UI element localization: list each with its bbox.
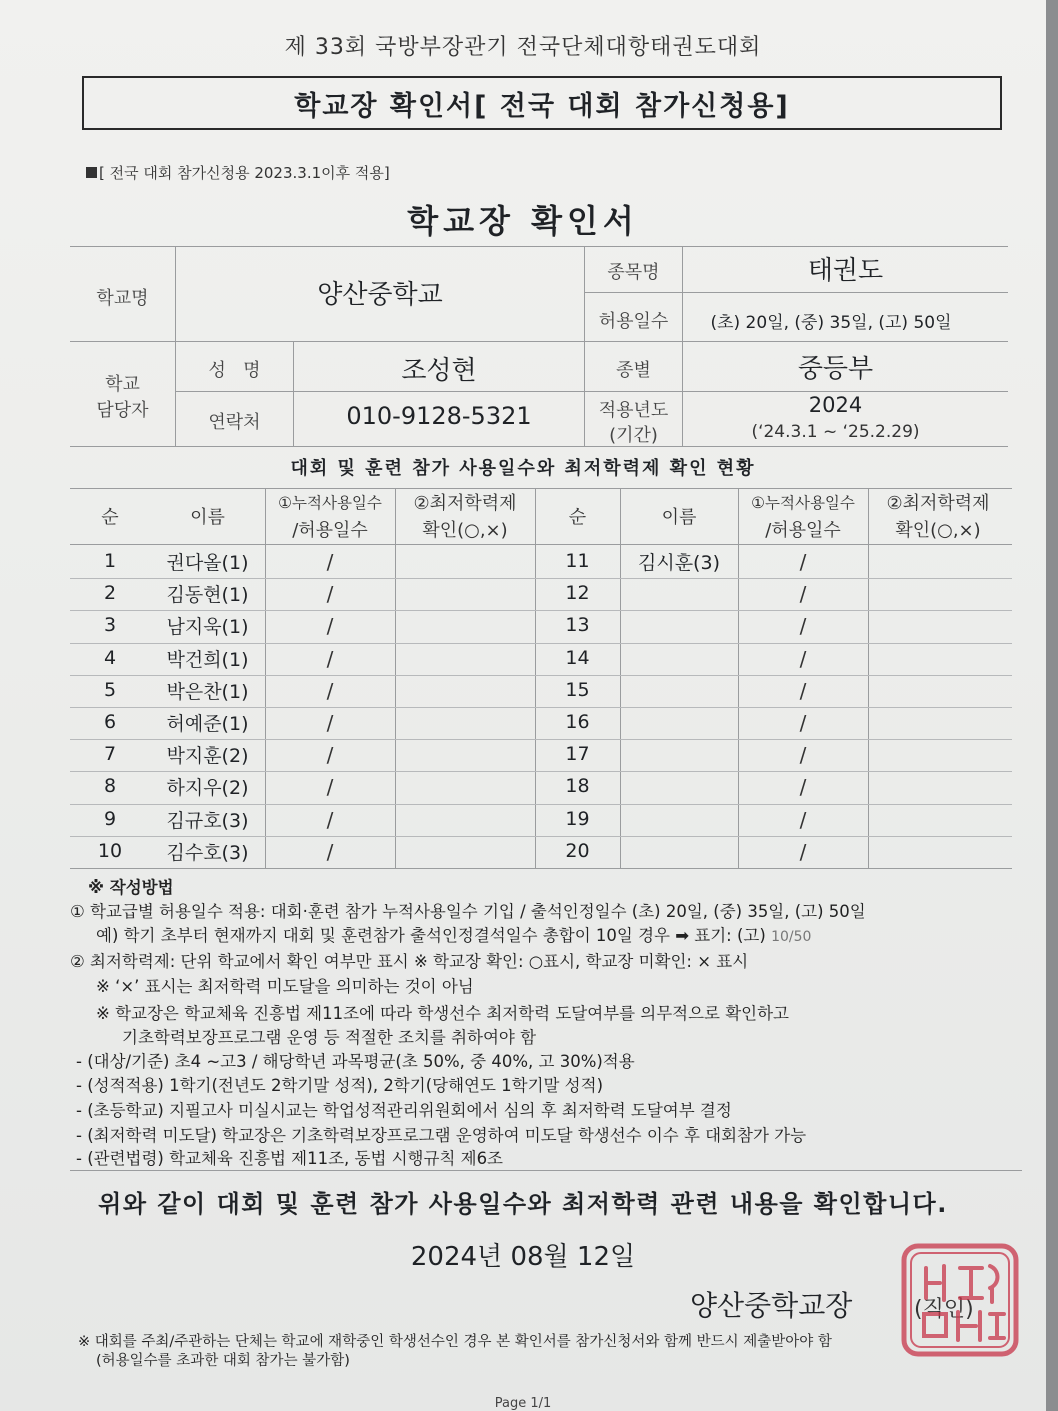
days-slash: /: [799, 807, 807, 832]
instruction-line-2: [96, 922, 811, 946]
days-slash: /: [326, 582, 334, 607]
contact-label: 연락처: [208, 412, 261, 433]
instruction-example-value: 10/50: [771, 929, 812, 945]
col-header-days-right-2: /허용일수: [765, 520, 841, 541]
col-header-name-right: 이름: [661, 507, 697, 528]
col-header-no-left: 순: [101, 507, 119, 528]
status-section-title: 대회 및 훈련 참가 사용일수와 최저학력제 확인 현황: [290, 458, 756, 479]
allow-days-value: (초) 20일, (중) 35일, (고) 50일: [710, 313, 952, 333]
athlete-name: 박은찬(1): [166, 680, 249, 703]
athlete-name: 권다올(1): [166, 552, 249, 574]
athlete-name: 김동현(1): [166, 584, 249, 607]
days-slash: /: [326, 550, 334, 574]
athlete-name: 박건희(1): [166, 648, 249, 671]
row-number: 18: [565, 775, 590, 798]
instruction-line-3: ② 최저학력제: 단위 학교에서 확인 여부만 표시 ※ 학교장 확인: ○표시, 학교장 미확인: × 표시: [70, 952, 749, 971]
row-number: 13: [565, 614, 590, 637]
instruction-line-8: - (성적적용) 1학기(전년도 2학기말 성적), 2학기(당해연도 1학기말 성적): [76, 1076, 604, 1095]
instruction-line-9: - (초등학교) 지필고사 미실시교는 학업성적관리위원회에서 심의 후 최저학력 도달여부 결정: [76, 1101, 732, 1120]
instructions-heading: ※ 작성방법: [88, 878, 174, 897]
col-header-days-left-1: ①누적사용일수: [278, 494, 382, 512]
instruction-line-1: ① 학교급별 허용일수 적용: 대회·훈련 참가 누적사용일수 기입 / 출석인정일수 (초) 20일, (중) 35일, (고) 50일: [70, 902, 866, 921]
applicability-note: [86, 162, 390, 183]
days-slash: /: [799, 743, 807, 768]
page-number: Page 1/1: [494, 1396, 552, 1411]
col-header-min-left-2: 확인(○,×): [422, 520, 508, 541]
row-number: 4: [103, 646, 117, 669]
issue-date: 2024년 08월 12일: [410, 1242, 636, 1272]
contact-value: 010-9128-5321: [346, 402, 532, 430]
year-value: 2024: [808, 393, 863, 417]
row-number: 6: [103, 711, 117, 733]
allow-days-label: 허용일수: [598, 311, 669, 332]
row-number: 9: [103, 807, 117, 830]
box-title: 학교장 확인서[ 전국 대회 참가신청용]: [82, 76, 1002, 130]
staff-label-line2: 담당자: [96, 400, 149, 421]
competition-title: 제 33회 국방부장관기 전국단체대항태권도대회: [284, 35, 762, 60]
instruction-line-11: - (관련법령) 학교체육 진흥법 제11조, 동법 시행규칙 제6조: [76, 1149, 503, 1168]
row-number: 3: [103, 614, 117, 637]
event-value: 태권도: [807, 256, 884, 286]
athlete-name: 김시훈(3): [638, 552, 720, 574]
row-number: 5: [103, 678, 117, 701]
col-header-min-right-2: 확인(○,×): [895, 520, 981, 541]
days-slash: /: [326, 711, 334, 735]
official-seal-icon: [896, 1238, 1024, 1362]
instruction-line-2-text: 예) 학기 초부터 현재까지 대회 및 훈련참가 출석인정결석일수 총합이 10일 경우 ➡ 표기: (고): [96, 926, 766, 945]
instruction-line-5: ※ 학교장은 학교체육 진흥법 제11조에 따라 학생선수 최저학력 도달여부를 의무적으로 확인하고: [96, 1004, 789, 1023]
row-number: 7: [103, 743, 117, 766]
footnote-line-2: (허용일수를 초과한 대회 참가는 불가함): [96, 1353, 350, 1369]
days-slash: /: [799, 550, 807, 574]
days-slash: /: [326, 614, 334, 639]
year-label-line2: (기간): [609, 425, 658, 446]
name-value: 조성현: [401, 356, 477, 386]
instruction-line-6: 기초학력보장프로그램 운영 등 적절한 조치를 취하여야 함: [122, 1028, 537, 1047]
row-number: 1: [103, 550, 117, 572]
division-label: 종별: [616, 360, 651, 381]
footnote: [78, 1333, 832, 1371]
athlete-name: 허예준(1): [166, 713, 249, 735]
row-number: 8: [103, 775, 117, 798]
athlete-name: 김규호(3): [166, 809, 249, 832]
days-slash: /: [799, 711, 807, 735]
school-value: 양산중학교: [317, 280, 443, 310]
square-bullet-icon: [86, 167, 97, 178]
athlete-name: 박지훈(2): [166, 745, 249, 768]
row-number: 12: [565, 582, 590, 605]
days-slash: /: [326, 678, 334, 703]
col-header-no-right: 순: [568, 507, 587, 528]
col-header-min-left-1: ②최저학력제: [413, 493, 517, 514]
athlete-name: 김수호(3): [166, 841, 249, 864]
division-value: 중등부: [797, 354, 874, 384]
footnote-line-1: ※ 대회를 주최/주관하는 단체는 학교에 재학중인 학생선수인 경우 본 확인서를 참가신청서와 함께 반드시 제출받아야 함: [78, 1334, 832, 1350]
col-header-days-right-1: ①누적사용일수: [751, 494, 855, 512]
days-slash: /: [799, 614, 807, 639]
document-title: 학교장 확인서: [407, 202, 639, 240]
row-number: 16: [565, 711, 590, 733]
confirmation-statement: 위와 같이 대회 및 훈련 참가 사용일수와 최저학력 관련 내용을 확인합니다.: [98, 1190, 948, 1218]
row-number: 2: [103, 582, 117, 605]
col-header-min-right-1: ②최저학력제: [886, 493, 990, 514]
days-slash: /: [799, 582, 807, 607]
days-slash: /: [326, 646, 334, 671]
days-slash: /: [799, 775, 807, 800]
applicability-text: [ 전국 대회 참가신청용 2023.3.1이후 적용]: [99, 164, 390, 182]
row-number: 19: [565, 807, 590, 830]
col-header-days-left-2: /허용일수: [292, 520, 368, 541]
instruction-line-4: ※ ‘×’ 표시는 최저학력 미도달을 의미하는 것이 아님: [96, 977, 474, 996]
staff-label-line1: 학교: [105, 374, 140, 395]
days-slash: /: [326, 839, 334, 864]
year-label-line1: 적용년도: [598, 400, 669, 421]
days-slash: /: [326, 807, 334, 832]
athlete-name: 남지욱(1): [166, 616, 249, 639]
days-slash: /: [799, 646, 807, 671]
days-slash: /: [799, 678, 807, 703]
col-header-name-left: 이름: [190, 507, 225, 528]
instruction-line-7: - (대상/기준) 초4 ~고3 / 해당학년 과목평균(초 50%, 중 40%, 고 30%)적용: [76, 1052, 635, 1071]
row-number: 15: [565, 678, 590, 701]
principal-signature: 양산중학교장: [690, 1289, 853, 1322]
row-number: 10: [97, 839, 123, 862]
period-value: (‘24.3.1 ~ ‘25.2.29): [751, 422, 920, 442]
name-label: 성 명: [208, 360, 261, 381]
days-slash: /: [326, 775, 334, 800]
row-number: 14: [565, 646, 590, 669]
athlete-name: 하지우(2): [166, 777, 249, 800]
days-slash: /: [326, 743, 334, 768]
seal-placeholder-text: (직인): [914, 1297, 974, 1322]
row-number: 20: [565, 839, 590, 862]
school-label: 학교명: [96, 288, 149, 309]
row-number: 11: [565, 550, 590, 572]
event-label: 종목명: [607, 262, 660, 283]
row-number: 17: [565, 743, 590, 766]
instruction-line-10: - (최저학력 미도달) 학교장은 기초학력보장프로그램 운영하여 미도달 학생선수 이수 후 대회참가 가능: [76, 1126, 807, 1145]
days-slash: /: [799, 839, 807, 864]
